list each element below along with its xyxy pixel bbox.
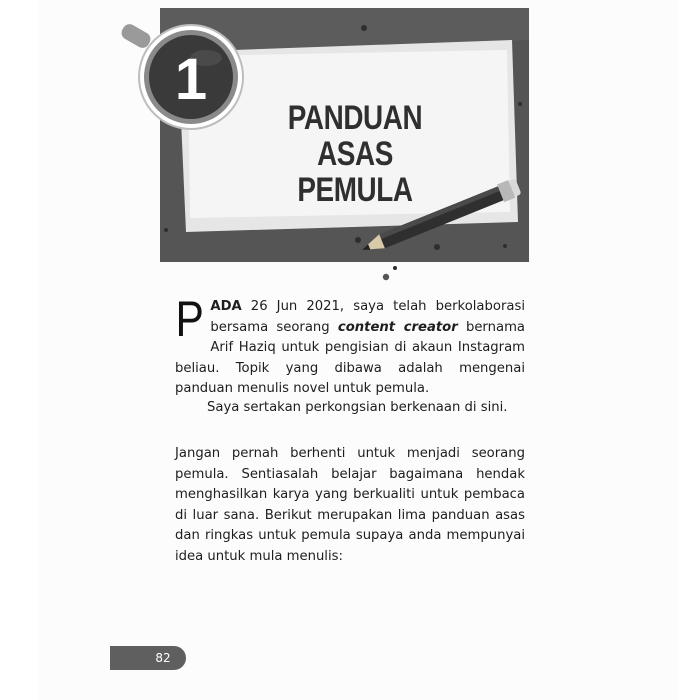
intro-emphasis: content creator [337, 319, 458, 335]
intro-text-part1: 26 Jun 2021, saya telah berkolaborasi bersama seorang [210, 299, 525, 335]
paragraph-guidance: Jangan pernah berhenti untuk menjadi seorang pemula. Sentiasalah belajar bagaimana hendak menghasilkan karya yang berkualiti untuk pembaca di luar sana. Berikut merupakan lima panduan asas dan ringkas untuk pemula supaya anda mempunyai idea untuk mula menulis: [175, 446, 525, 564]
page-number: 82 [155, 651, 171, 665]
pin-icon [119, 22, 153, 51]
chapter-title [261, 100, 450, 208]
paragraph-share: Saya sertakan perkongsian berkenaan di sini. [207, 400, 508, 415]
intro-text-part2: bernama Arif Haziq untuk pengisian di akaun Instagram beliau. Topik yang dibawa adalah mengenai panduan menulis novel untuk pemula. [175, 319, 525, 396]
paragraph-intro [175, 291, 525, 400]
chapter-title-line2: PEMULA [297, 171, 413, 209]
lead-word: ADA [210, 299, 242, 314]
chapter-title-line1: PANDUAN ASAS [287, 99, 423, 173]
drop-cap: P [175, 291, 204, 347]
chapter-number: 1 [174, 47, 208, 112]
